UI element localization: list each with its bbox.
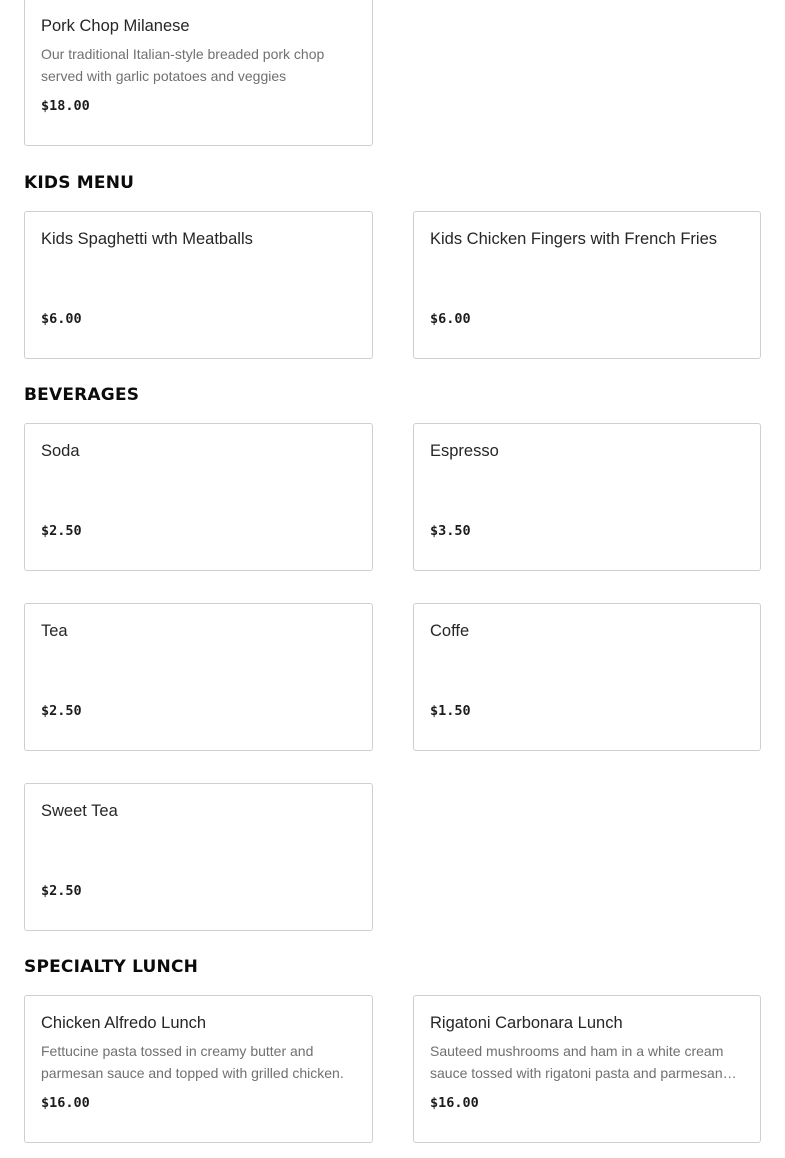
menu-item-card[interactable] [24,603,373,751]
menu-item-price: $2.50 [41,883,82,899]
menu-item-card[interactable] [24,783,373,931]
menu-item-description: Sauteed mushrooms and ham in a white cream sauce tossed with rigatoni pasta and parmesan [430,1043,724,1081]
menu-item-name: Kids Spaghetti wth Meatballs [41,230,253,248]
menu-item-name: Espresso [430,442,499,460]
menu-item-name: Rigatoni Carbonara Lunch [430,1014,623,1032]
section-title-beverages: BEVERAGES [24,385,140,405]
menu-item-card[interactable] [24,423,373,571]
section-title-kids-menu: KIDS MENU [24,173,135,193]
menu-item-card[interactable] [413,603,761,751]
menu-item-card[interactable] [413,995,761,1143]
menu-item-price: $2.50 [41,703,82,719]
menu-item-name: Pork Chop Milanese [41,17,190,35]
section-title-specialty-lunch: SPECIALTY LUNCH [24,957,199,977]
menu-item-description: Fettucine pasta tossed in creamy butter and parmesan sauce and topped with grilled chicken. [41,1043,344,1081]
menu-item-name: Chicken Alfredo Lunch [41,1014,207,1032]
menu-item-price: $6.00 [430,311,471,327]
menu-item-price: $2.50 [41,523,82,539]
menu-item-price: $16.00 [41,1095,90,1111]
menu-item-card[interactable] [413,211,761,359]
menu-item-name: Coffe [430,622,470,640]
menu-item-price: $1.50 [430,703,471,719]
menu-item-price: $16.00 [430,1095,479,1111]
menu-item-card[interactable] [24,211,373,359]
menu-item-card[interactable] [413,423,761,571]
menu-item-name: Soda [41,442,80,460]
menu-item-name: Tea [41,622,68,640]
menu-item-card[interactable] [24,995,373,1143]
menu-item-card[interactable] [24,0,373,146]
menu-item-description: Our traditional Italian-style breaded pork chop served with garlic potatoes and veggies [41,46,325,84]
menu-item-price: $18.00 [41,98,90,114]
menu-item-price: $3.50 [430,523,471,539]
menu-item-price: $6.00 [41,311,82,327]
menu-item-name: Kids Chicken Fingers with French Fries [430,230,718,248]
menu-item-name: Sweet Tea [41,802,118,820]
